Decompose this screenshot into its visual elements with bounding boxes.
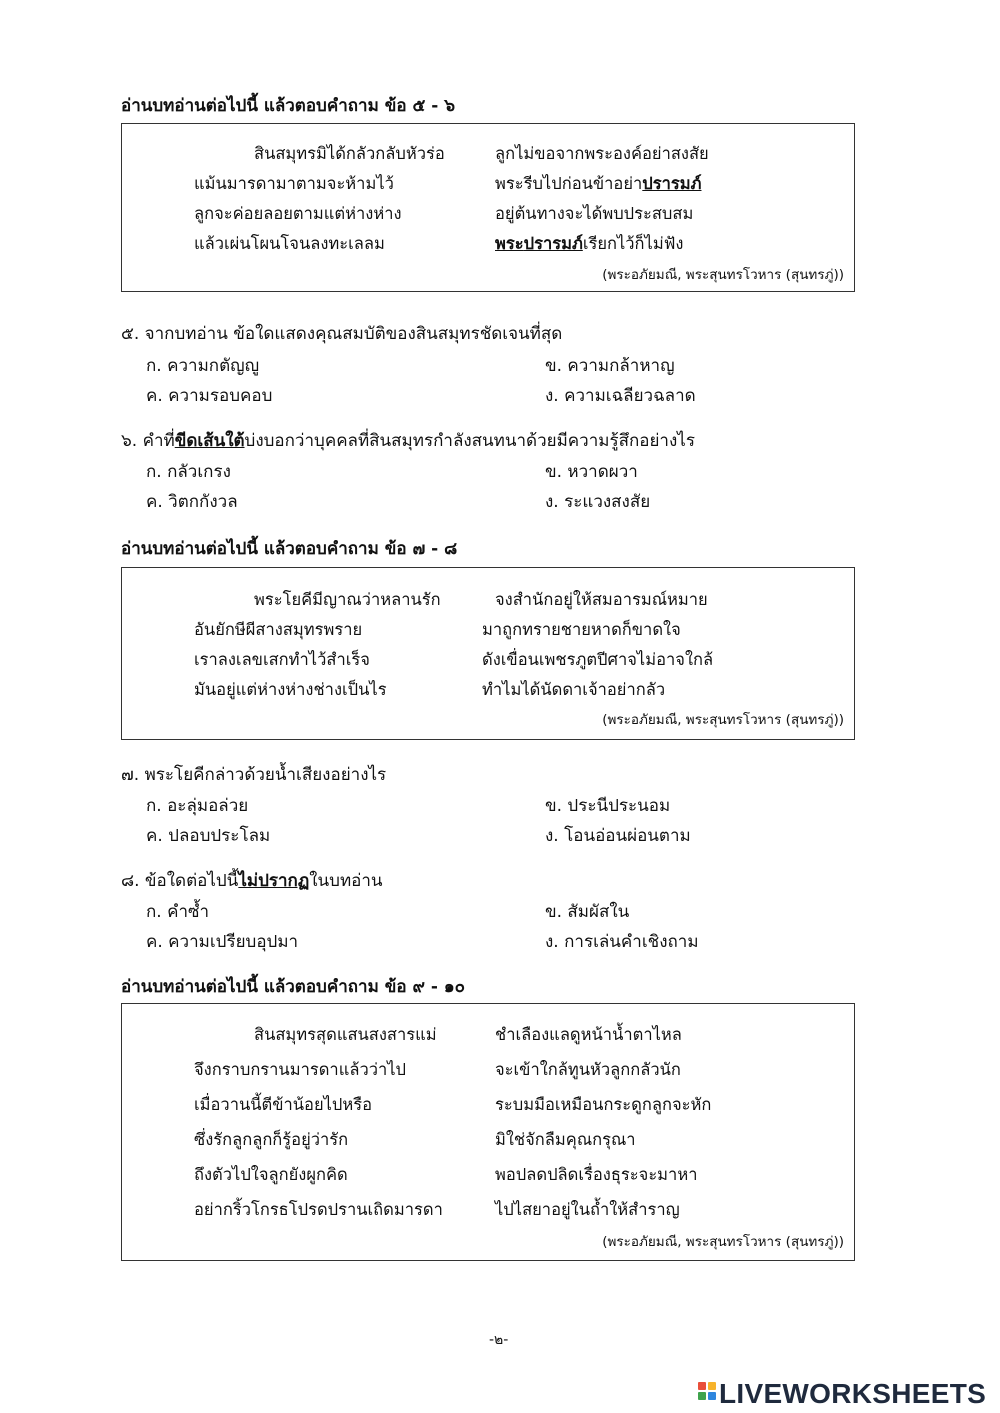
option[interactable]: ง. การเล่นคำเชิงถาม: [545, 932, 699, 952]
option[interactable]: ก. กลัวเกรง: [146, 462, 231, 482]
poem-line: ลูกจะค่อยลอยตามแต่ห่างห่าง: [194, 204, 402, 223]
option[interactable]: ง. โอนอ่อนผ่อนตาม: [545, 826, 691, 846]
poem-line: พระรีบไปก่อนข้าอย่าปรารมภ์: [495, 174, 702, 193]
poem-line: เมื่อวานนี้ตีข้าน้อยไปหรือ: [194, 1095, 373, 1114]
poem-line: อันยักษีผีสางสมุทรพราย: [194, 620, 363, 639]
section-heading: อ่านบทอ่านต่อไปนี้ แล้วตอบคำถาม ข้อ ๙ - ๑๐: [121, 977, 465, 997]
poem-line: มาถูกทรายชายหาดก็ขาดใจ: [482, 620, 681, 639]
poem-line: ซึ่งรักลูกลูกก็รู้อยู่ว่ารัก: [194, 1130, 349, 1149]
poem-line: สินสมุทรสุดแสนสงสารแม่: [254, 1025, 437, 1044]
option[interactable]: ก. คำซ้ำ: [146, 902, 210, 922]
poem-line: ชำเลืองแลดูหน้าน้ำตาไหล: [495, 1025, 682, 1044]
poem-line: ลูกไม่ขอจากพระองค์อย่าสงสัย: [495, 144, 709, 163]
poem-box: [121, 1003, 855, 1261]
poem-line: อยู่ต้นทางจะได้พบประสบสม: [495, 204, 694, 223]
poem-line: ไปไสยาอยู่ในถ้ำให้สำราญ: [495, 1200, 680, 1219]
poem-line: พระโยคีมีญาณว่าหลานรัก: [254, 590, 441, 609]
poem-box: [121, 567, 855, 740]
poem-line: อย่ากริ้วโกรธโปรดปรานเถิดมารดา: [194, 1200, 443, 1219]
poem-line: ดังเขื่อนเพชรภูตปีศาจไม่อาจใกล้: [482, 650, 714, 669]
poem-line: แม้นมารดามาตามจะห้ามไว้: [194, 174, 394, 193]
option[interactable]: ค. ความรอบคอบ: [146, 386, 273, 406]
option[interactable]: ข. ความกล้าหาญ: [545, 356, 675, 376]
option[interactable]: ง. ระแวงสงสัย: [545, 492, 651, 512]
poem-line: ระบมมือเหมือนกระดูกลูกจะหัก: [495, 1095, 712, 1114]
poem-line: มิใช่จักลืมคุณกรุณา: [495, 1130, 636, 1149]
section-heading: อ่านบทอ่านต่อไปนี้ แล้วตอบคำถาม ข้อ ๕ - ๖: [121, 96, 456, 116]
underlined-word: พระ: [495, 234, 524, 253]
poem-line: สินสมุทรมิได้กลัวกลับหัวร่อ: [254, 144, 445, 163]
liveworksheets-logo-text[interactable]: LIVEWORKSHEETS: [719, 1378, 987, 1409]
poem-line: แล้วเผ่นโผนโจนลงทะเลลม: [194, 234, 385, 253]
option[interactable]: ข. หวาดผวา: [545, 462, 638, 482]
poem-line: จะเข้าใกล้ทูนหัวลูกกลัวนัก: [495, 1060, 681, 1079]
underlined-word: ปรารมภ์: [642, 174, 702, 193]
poem-line: จึงกราบกรานมารดาแล้วว่าไป: [194, 1060, 407, 1079]
question-6: ๖. คำที่ขีดเส้นใต้บ่งบอกว่าบุคคลที่สินสมุทรกำลังสนทนาด้วยมีความรู้สึกอย่างไร: [121, 431, 695, 451]
poem-line: เราลงเลขเสกทำไว้สำเร็จ: [194, 650, 370, 669]
question-5: ๕. จากบทอ่าน ข้อใดแสดงคุณสมบัติของสินสมุทรชัดเจนที่สุด: [121, 324, 563, 344]
option[interactable]: ก. อะลุ่มอล่วย: [146, 796, 249, 816]
option[interactable]: ข. สัมผัสใน: [545, 902, 630, 922]
page-number: -๒-: [489, 1332, 509, 1348]
poem-line: ถึงตัวไปใจลูกยังผูกคิด: [194, 1165, 348, 1184]
poem-source: (พระอภัยมณี, พระสุนทรโวหาร (สุนทรภู่)): [602, 1234, 844, 1250]
question-7: ๗. พระโยคีกล่าวด้วยน้ำเสียงอย่างไร: [121, 765, 387, 785]
underlined-word: ปรารมภ์: [523, 234, 583, 253]
liveworksheets-logo-icon: [697, 1378, 717, 1410]
question-8: ๘. ข้อใดต่อไปนี้ไม่ปรากฏในบทอ่าน: [121, 871, 383, 891]
poem-line: พอปลดปลิดเรื่องธุระจะมาหา: [495, 1165, 698, 1184]
poem-line: มันอยู่แต่ห่างห่างช่างเป็นไร: [194, 680, 387, 699]
option[interactable]: ค. ความเปรียบอุปมา: [146, 932, 299, 952]
section-heading: อ่านบทอ่านต่อไปนี้ แล้วตอบคำถาม ข้อ ๗ - ๘: [121, 539, 458, 559]
option[interactable]: ก. ความกตัญญู: [146, 356, 260, 376]
poem-line: พระปรารมภ์เรียกไว้ก็ไม่ฟัง: [495, 234, 684, 253]
option[interactable]: ข. ประนีประนอม: [545, 796, 671, 816]
poem-line: ทำไมได้นัดดาเจ้าอย่ากลัว: [482, 680, 666, 699]
poem-source: (พระอภัยมณี, พระสุนทรโวหาร (สุนทรภู่)): [602, 712, 844, 728]
poem-box: [121, 123, 855, 292]
option[interactable]: ค. ปลอบประโลม: [146, 826, 271, 846]
poem-line: จงสำนักอยู่ให้สมอารมณ์หมาย: [495, 590, 708, 609]
option[interactable]: ค. วิตกกังวล: [146, 492, 238, 512]
poem-source: (พระอภัยมณี, พระสุนทรโวหาร (สุนทรภู่)): [602, 267, 844, 283]
option[interactable]: ง. ความเฉลียวฉลาด: [545, 386, 696, 406]
